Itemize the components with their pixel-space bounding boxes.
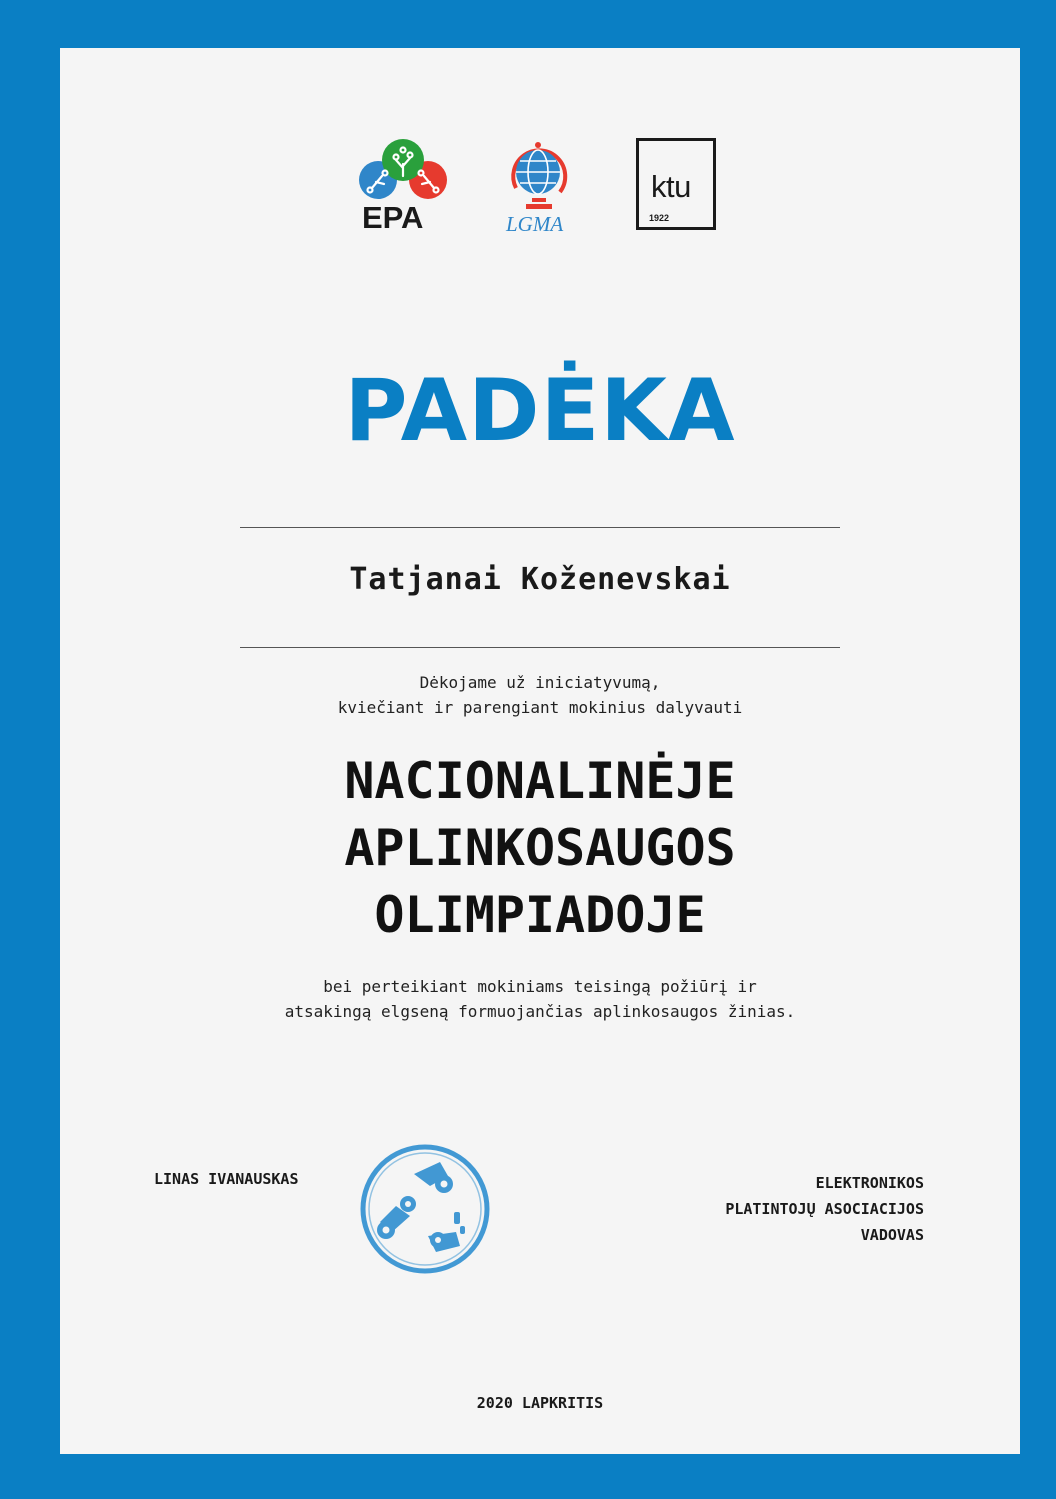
ktu-logo (636, 138, 716, 230)
ktu-logo-text: ktu (651, 169, 691, 204)
outro-text (60, 974, 1020, 1024)
lgma-logo-text: LGMA (506, 212, 564, 236)
epa-tree-icon (358, 136, 448, 202)
outro-line: bei perteikiant mokiniams teisingą požiūrį ir (323, 977, 757, 996)
ktu-logo-year: 1922 (649, 213, 670, 223)
event-line: OLIMPIADOJE (374, 886, 706, 944)
signer-title-line: ELEKTRONIKOS (815, 1174, 924, 1192)
intro-text (60, 670, 1020, 720)
seal-stamp (356, 1140, 494, 1278)
partner-logos (60, 136, 1020, 246)
epa-logo-text: EPA (362, 200, 424, 235)
intro-line: kviečiant ir parengiant mokinius dalyvauti (337, 698, 743, 717)
certificate-sheet (60, 48, 1020, 1454)
certificate-title: PADĖKA (344, 361, 736, 461)
divider-bottom (240, 647, 840, 648)
intro-line: Dėkojame už iniciatyvumą, (419, 673, 661, 692)
signer-title-line: PLATINTOJŲ ASOCIACIJOS (725, 1200, 924, 1218)
recycle-stamp-icon (356, 1140, 494, 1278)
recipient-name: Tatjanai Koženevskai (349, 562, 731, 597)
event-line: APLINKOSAUGOS (344, 819, 736, 877)
divider-top (240, 527, 840, 528)
signer-title-line: VADOVAS (860, 1226, 924, 1244)
signer-name: LINAS IVANAUSKAS (154, 1170, 299, 1188)
issue-date: 2020 LAPKRITIS (476, 1394, 604, 1412)
event-line: NACIONALINĖJE (344, 752, 736, 810)
event-name (60, 748, 1020, 949)
globe-icon (502, 136, 582, 214)
outro-line: atsakingą elgseną formuojančias aplinkosaugos žinias. (284, 1002, 796, 1021)
signer-title (725, 1170, 924, 1248)
epa-logo (358, 136, 448, 236)
lgma-logo (502, 136, 582, 236)
